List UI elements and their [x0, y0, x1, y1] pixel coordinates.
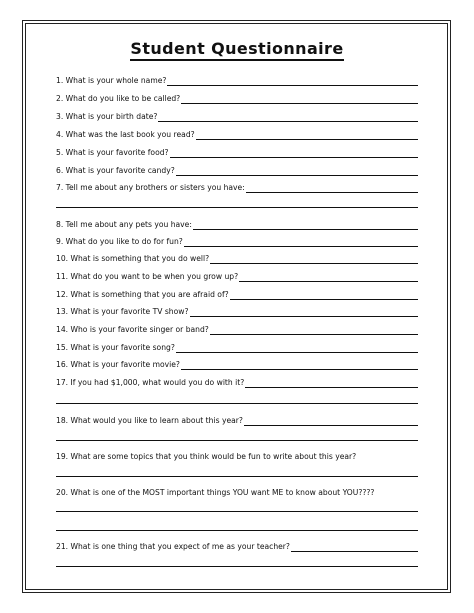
question-5-text: 5. What is your favorite food?: [56, 148, 169, 157]
question-7-text: 7. Tell me about any brothers or sisters you have:: [56, 183, 245, 192]
question-6: [56, 166, 418, 176]
answer-13-blank[interactable]: [190, 308, 419, 317]
answer-21-line-2[interactable]: [56, 566, 418, 567]
answer-17-blank[interactable]: [245, 379, 418, 388]
question-3-text: 3. What is your birth date?: [56, 112, 158, 121]
answer-15-blank[interactable]: [176, 344, 418, 353]
question-21-text: 21. What is one thing that you expect of me as your teacher?: [56, 542, 290, 551]
question-3: [56, 112, 418, 122]
answer-8-blank[interactable]: [193, 221, 418, 230]
question-11-text: 11. What do you want to be when you grow up?: [56, 272, 239, 281]
question-17: [56, 378, 418, 388]
question-4-text: 4. What was the last book you read?: [56, 130, 195, 139]
question-1: [56, 76, 418, 86]
question-12: [56, 290, 418, 300]
question-2-text: 2. What do you like to be called?: [56, 94, 181, 103]
answer-10-blank[interactable]: [210, 255, 418, 264]
question-2: [56, 94, 418, 104]
answer-3-blank[interactable]: [158, 113, 418, 122]
answer-2-blank[interactable]: [181, 95, 418, 104]
answer-7-line-2[interactable]: [56, 207, 418, 208]
answer-14-blank[interactable]: [210, 326, 418, 335]
answer-18-blank[interactable]: [244, 417, 418, 426]
answer-21-blank[interactable]: [291, 543, 418, 552]
question-4: [56, 130, 418, 140]
question-16-text: 16. What is your favorite movie?: [56, 360, 180, 369]
answer-9-blank[interactable]: [184, 238, 418, 247]
answer-18-line-2[interactable]: [56, 440, 418, 441]
answer-5-blank[interactable]: [170, 149, 418, 158]
question-20: [56, 488, 418, 498]
title-text: Student Questionnaire: [130, 39, 343, 61]
question-16: [56, 360, 418, 370]
question-9-text: 9. What do you like to do for fun?: [56, 237, 183, 246]
question-20-text: 20. What is one of the MOST important things YOU want ME to know about YOU????: [56, 488, 375, 497]
question-9: [56, 237, 418, 247]
question-1-text: 1. What is your whole name?: [56, 76, 167, 85]
question-13-text: 13. What is your favorite TV show?: [56, 307, 189, 316]
question-17-text: 17. If you had $1,000, what would you do with it?: [56, 378, 245, 387]
question-5: [56, 148, 418, 158]
question-10-text: 10. What is something that you do well?: [56, 254, 210, 263]
question-8: [56, 220, 418, 230]
question-7: [56, 183, 418, 193]
question-13: [56, 307, 418, 317]
question-19: [56, 452, 418, 462]
question-18: [56, 416, 418, 426]
answer-17-line-2[interactable]: [56, 403, 418, 404]
question-18-text: 18. What would you like to learn about this year?: [56, 416, 243, 425]
question-15: [56, 343, 418, 353]
answer-11-blank[interactable]: [239, 273, 418, 282]
answer-20-line-2[interactable]: [56, 530, 418, 531]
question-14: [56, 325, 418, 335]
question-12-text: 12. What is something that you are afraid of?: [56, 290, 229, 299]
answer-1-blank[interactable]: [167, 77, 418, 86]
answer-16-blank[interactable]: [181, 361, 418, 370]
question-10: [56, 254, 418, 264]
question-21: [56, 542, 418, 552]
answer-4-blank[interactable]: [196, 131, 418, 140]
answer-7-blank[interactable]: [246, 184, 418, 193]
question-19-text: 19. What are some topics that you think would be fun to write about this year?: [56, 452, 357, 461]
question-11: [56, 272, 418, 282]
answer-6-blank[interactable]: [176, 167, 418, 176]
answer-19-line-1[interactable]: [56, 476, 418, 477]
question-6-text: 6. What is your favorite candy?: [56, 166, 175, 175]
answer-20-line-1[interactable]: [56, 511, 418, 512]
answer-12-blank[interactable]: [230, 291, 418, 300]
question-14-text: 14. Who is your favorite singer or band?: [56, 325, 209, 334]
question-15-text: 15. What is your favorite song?: [56, 343, 175, 352]
page-title: [0, 39, 474, 58]
question-8-text: 8. Tell me about any pets you have:: [56, 220, 192, 229]
